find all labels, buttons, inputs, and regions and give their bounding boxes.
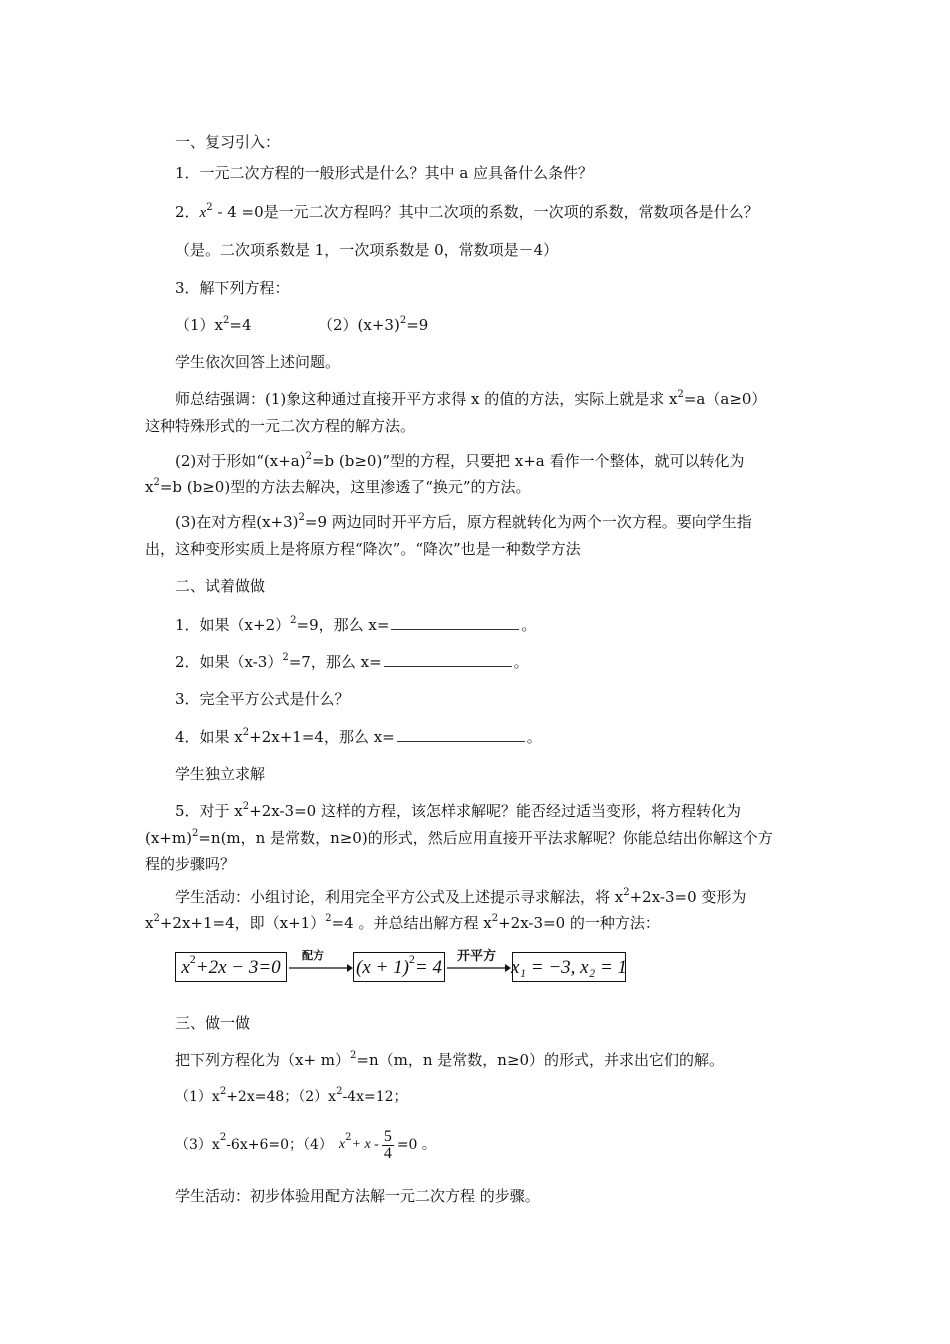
summary-1-line-1: 师总结强调：(1)象这种通过直接开平方求得 x 的值的方法，实际上就是求 $x^2=a(a\ge 0)$ [175, 389, 767, 408]
exercise-1-2: $(1)x^2+2x=48$；$(2)x^2-4x=12$； [175, 1086, 408, 1105]
arrow-label-kaipingfang: 开平方 [457, 949, 497, 964]
try-item-3: 3．完全平方公式是什么？ [175, 690, 350, 708]
section-1-title: 一、复习引入： [175, 133, 281, 151]
flow-box-solutions: x₁ = −3, x₂ = 1 [512, 952, 626, 982]
question-2-answer: （是。二次项系数是 1，一次项系数是 0，常数项是－4） [175, 241, 559, 259]
summary-3-line-2: 出，这种变形实质上是将原方程“降次”。“降次”也是一种数学方法 [145, 540, 581, 558]
question-3a: $(1)x^2=4$ [175, 315, 252, 334]
answer-blank[interactable] [397, 729, 525, 742]
question-1: 1．一元二次方程的一般形式是什么？其中 a 应具备什么条件？ [175, 164, 594, 182]
note-students-solve: 学生独立求解 [175, 765, 266, 783]
arrow-label-peifang: 配方 [302, 949, 324, 962]
question-2: 2．$x^2 - 4 =0$是一元二次方程吗？其中二次项的系数，一次项的系数，常数项各是什么？ [175, 202, 759, 221]
answer-blank[interactable] [384, 654, 512, 667]
summary-1-line-2: 这种特殊形式的一元二次方程的解方法。 [145, 417, 416, 435]
try-item-4: 4．如果 $x^2+2x+1=4$，那么 x= 。 [175, 727, 542, 746]
flow-box-original-equation: x 2 +2x − 3=0 [175, 952, 287, 982]
answer-blank[interactable] [391, 617, 519, 630]
summary-2-line-2: $x^2=b$ (b≥0)型的方法去解决，这里渗透了“换元”的方法。 [145, 477, 531, 496]
summary-2-line-1: (2)对于形如“$(x+a)^2=b$ (b≥0)”型的方程，只要把 x+a 看作一个整体，就可以转化为 [175, 451, 745, 470]
activity-line-2: $x^2+2x+1=4$，即$(x+1)^2=4$ 。并总结出解方程 $x^2+2x-3=0$ 的一种方法： [145, 913, 660, 932]
note-students-answer: 学生依次回答上述问题。 [175, 353, 341, 371]
activity-final: 学生活动：初步体验用配方法解一元二次方程 的步骤。 [175, 1187, 540, 1205]
exercise-intro: 把下列方程化为$(x+ m)^2=n(m$，n 是常数，n≥0）的形式，并求出它们的解。 [175, 1050, 725, 1069]
try-item-5-line-1: 5．对于 $x^2+2x-3=0$ 这样的方程，该怎样求解呢？能否经过适当变形，将方程转化为 [175, 801, 741, 820]
flow-box-squared-form: (x + 1) 2 = 4 [353, 952, 445, 982]
solution-flow-diagram [175, 948, 635, 984]
fraction-five-quarters: $\frac{5}{4}$ [383, 1127, 392, 1162]
try-item-1: 1．如果$(x+2)^2=9$，那么 x= 。 [175, 615, 537, 634]
summary-3-line-1: (3)在对方程$(x+3)^2=9$ 两边同时开平方后，原方程就转化为两个一次方程。要向学生指 [175, 512, 752, 531]
try-item-5-line-2: $(x+m)^2=n(m$，n 是常数，n≥0)的形式，然后应用直接开平法求解呢？你能总结出你解这个方 [145, 828, 773, 847]
section-2-title: 二、试着做做 [175, 577, 266, 595]
try-item-2: 2．如果$(x-3)^2=7$，那么 x= 。 [175, 652, 529, 671]
question-3b: $(2)(x+3)^2=9$ [318, 315, 429, 334]
section-3-title: 三、做一做 [175, 1014, 251, 1032]
activity-line-1: 学生活动：小组讨论，利用完全平方公式及上述提示寻求解法，将 $x^2+2x-3=0$ 变形为 [175, 887, 747, 906]
try-item-5-line-3: 程的步骤吗？ [145, 855, 236, 873]
exercise-3-4: （3）x 2 -6x+6=0；（4） x 2 + x - $\frac{5}{4}$ =0 。 [175, 1127, 436, 1162]
question-3: 3．解下列方程： [175, 279, 290, 297]
